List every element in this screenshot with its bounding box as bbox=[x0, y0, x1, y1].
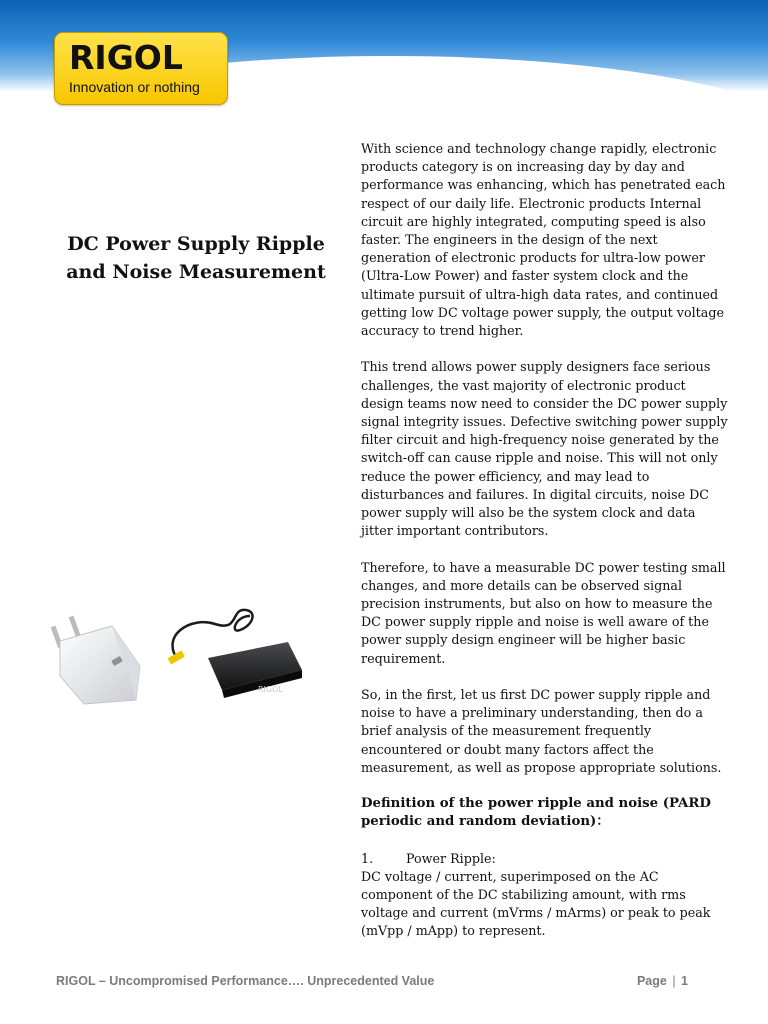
page-footer bbox=[56, 974, 688, 994]
page-separator: | bbox=[672, 974, 676, 988]
page-label: Page bbox=[636, 974, 667, 988]
footer-tagline: RIGOL – Uncompromised Performance…. Unprecedented Value bbox=[56, 974, 435, 988]
paragraph-intro: With science and technology change rapidly, electronic products category is on increasing day by day and performance was enhancing, which has penetrated each respect of our daily life. Electronic products Internal circuit are highly integrated, computing speed is also faster. The engineers in the design of the next generation of electronic products for ultra-low power (Ultra-Low Power) and faster system clock and the ultimate pursuit of ultra-high data rates, and continued getting low DC voltage power supply, the output voltage accuracy to trend higher. bbox=[361, 141, 726, 339]
document-title bbox=[48, 230, 344, 286]
paragraph-measurement: Therefore, to have a measurable DC power testing small changes, and more details can be observed signal precision instruments, but also on how to measure the DC power supply ripple and noise is well aware of the power supply design engineer will be higher basic requirement. bbox=[361, 559, 726, 666]
definition-heading: Definition of the power ripple and noise (PARD periodic and random deviation)： bbox=[361, 796, 711, 830]
yellow-plug-tip bbox=[168, 650, 185, 664]
list-item-power-ripple bbox=[361, 850, 731, 868]
logo-tagline: Innovation or nothing bbox=[69, 79, 200, 95]
page-number-block bbox=[637, 974, 688, 988]
power-adapters-illustration bbox=[40, 596, 308, 706]
paragraph-overview: So, in the first, let us first DC power supply ripple and noise to have a preliminary understanding, then do a brief analysis of the measurement frequently encountered or doubt many factors affect the measurement, as well as propose appropriate solutions. bbox=[361, 687, 722, 775]
paragraph-challenges: This trend allows power supply designers face serious challenges, the vast majority of electronic product design teams now need to consider the DC power supply signal integrity issues. Defective switching power supply filter circuit and high-frequency noise generated by the switch-off can cause ripple and noise. This will not only reduce the power efficiency, and may lead to disturbances and failures. In digital circuits, noise DC power supply will also be the system clock and data jitter important contributors. bbox=[361, 359, 728, 539]
image-watermark: RIGOL bbox=[258, 685, 283, 694]
body-text-column bbox=[361, 140, 731, 941]
page-number: 1 bbox=[681, 974, 688, 988]
rigol-logo bbox=[54, 32, 228, 105]
title-line-2: and Noise Measurement bbox=[66, 261, 326, 283]
list-item-number: 1. bbox=[361, 850, 374, 866]
prong-right bbox=[69, 616, 81, 638]
list-item-description: DC voltage / current, superimposed on the AC component of the DC stabilizing amount, with rms voltage and current (mVrms / mArms) or peak to peak (mVpp / mApp) to represent. bbox=[361, 868, 711, 939]
list-item-label: Power Ripple: bbox=[406, 850, 496, 866]
title-line-1: DC Power Supply Ripple bbox=[67, 233, 325, 255]
power-adapters-photo bbox=[40, 596, 308, 706]
logo-wordmark: RIGOL bbox=[69, 38, 183, 77]
